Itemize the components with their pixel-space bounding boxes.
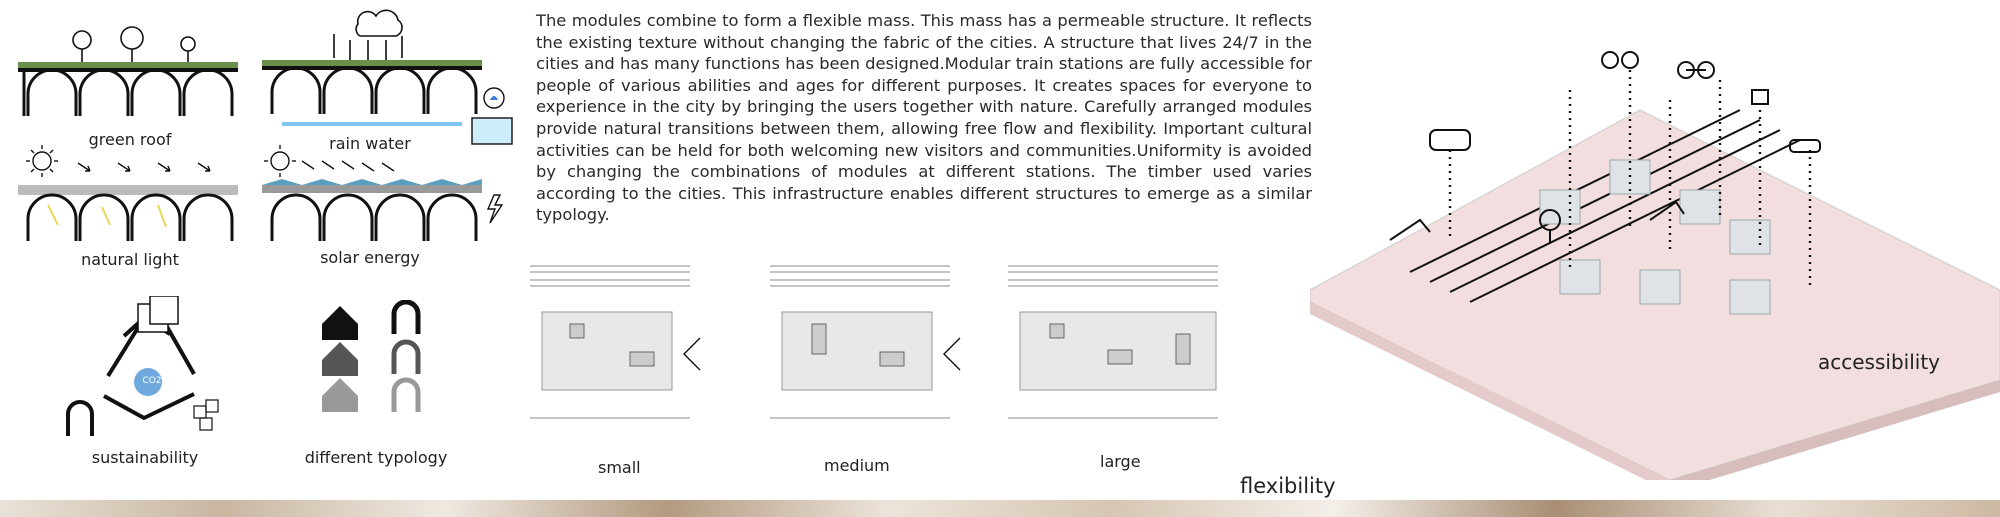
flexibility-label: flexibility [1240,474,1336,498]
solar-energy-label: solar energy [320,248,420,267]
rain-water-icon [262,0,518,150]
natural-light-label: natural light [81,250,179,269]
typology-icon [318,300,438,430]
plan-large-label: large [1100,452,1141,471]
accessibility-diagram [1310,40,2000,480]
recycle-icon [64,296,234,436]
bottom-texture-strip [0,500,2000,517]
green-roof-label: green roof [88,130,172,149]
plan-medium-label: medium [824,456,890,475]
green-roof-icon [18,8,238,118]
plan-large [1008,250,1228,430]
co2-badge: CO2 [142,376,162,386]
different-typology-label: different typology [304,448,448,467]
plan-small-label: small [598,458,641,477]
solar-energy-icon [262,145,512,245]
sustainability-label: sustainability [91,448,199,467]
rain-water-label: rain water [329,134,411,153]
natural-light-icon [18,145,238,245]
plan-small [530,250,710,430]
accessibility-label: accessibility [1818,350,1940,374]
description-paragraph: The modules combine to form a flexible mass. This mass has a permeable structure. It reflects the existing texture without changing the fabric of the cities. A structure that lives 24/7 in the cities and has many functions has been designed.Modular train stations are fully accessible for people of various abilities and ages for different purposes. It creates spaces for everyone to experience in the city by bringing the users together with nature. Carefully arranged modules provide natural transitions between them, allowing free flow and flexibility. Important cultural activities can be held for both welcoming new visitors and communities.Uniformity is avoided by changing the combinations of modules at different stations. The timber used varies according to the cities. This infrastructure enables different structures to emerge as a similar typology. [536,11,1312,225]
plan-medium [770,250,970,430]
